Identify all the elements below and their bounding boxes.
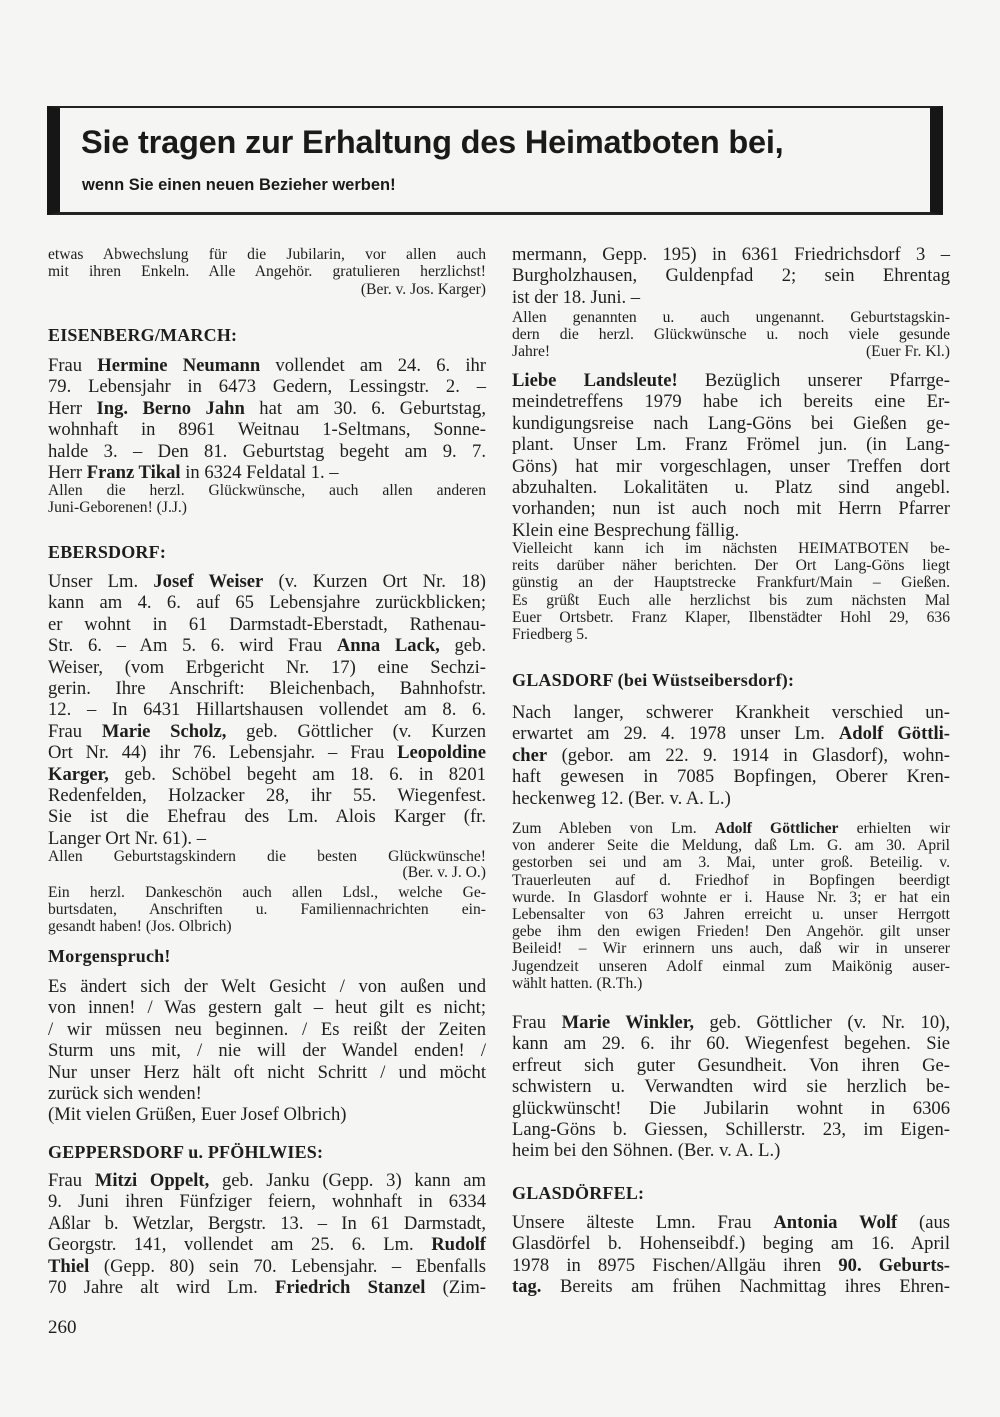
text-run: wählt hatten. (R.Th.) xyxy=(512,974,643,992)
text-line xyxy=(48,1040,486,1061)
text-run: Ein herzl. Dankeschön auch allen Ldsl., welche Ge- xyxy=(48,884,486,901)
text-line xyxy=(512,1098,950,1119)
text-run: Zum Ableben von Lm. xyxy=(512,820,715,837)
text-line xyxy=(512,498,950,519)
text-run: burtsdaten, Anschriften u. Familiennachrichten ein- xyxy=(48,901,486,919)
text-line xyxy=(512,1055,950,1076)
text-run: (Gepp. 80) sein 70. Lebensjahr. – Ebenfalls xyxy=(89,1255,486,1277)
text-line xyxy=(48,901,486,918)
bold-name: Adolf Göttli- xyxy=(838,723,950,745)
text-line xyxy=(48,785,486,806)
text-line xyxy=(512,906,950,923)
text-line xyxy=(512,788,950,809)
text-line xyxy=(48,721,486,742)
section-heading-ebersdorf: EBERSDORF: xyxy=(48,542,167,562)
bold-name: Friedrich Stanzel xyxy=(274,1276,426,1298)
text-line xyxy=(48,828,486,849)
text-line xyxy=(48,918,486,935)
text-run: er wohnt in 61 Darmstadt-Eberstadt, Rathenau- xyxy=(48,613,486,635)
text-line xyxy=(48,592,486,613)
text-run: abzuhalten. Lokalitäten u. Platz sind angebl. xyxy=(512,476,950,498)
text-line xyxy=(512,820,950,837)
text-line xyxy=(48,997,486,1018)
text-line xyxy=(512,557,950,574)
bold-name: Leopoldine xyxy=(397,742,486,764)
text-run: Juni-Geborenen! (J.J.) xyxy=(48,499,188,517)
text-run: Unser Lm. xyxy=(48,571,154,592)
text-run: günstig an der Hauptstrecke Frankfurt/Main – Gießen. xyxy=(512,574,950,592)
text-line xyxy=(48,482,486,499)
text-run: von anderer Seite die Meldung, daß Lm. G. am 30. April xyxy=(512,837,950,855)
bold-name: Mitzi Oppelt, xyxy=(94,1170,210,1191)
text-run: in 6324 Feldatal 1. – xyxy=(180,461,339,483)
text-run: (Ber. v. Jos. Karger) xyxy=(360,281,486,298)
text-run: erhielten wir xyxy=(838,820,950,837)
text-run: Aßlar b. Wetzlar, Bergstr. 13. – In 61 Darmstadt, xyxy=(48,1212,486,1234)
text-run: halde 3. – Den 81. Geburtstag begeht am 9. 7. xyxy=(48,440,486,462)
text-line xyxy=(512,1076,950,1097)
text-line xyxy=(512,837,950,854)
text-line xyxy=(512,391,950,412)
text-run: Bezüglich unserer Pfarrge- xyxy=(677,370,951,391)
bold-name: 90. Geburts- xyxy=(838,1254,950,1276)
bold-name: Ing. Berno Jahn xyxy=(96,397,245,419)
text-run: 9. Juni ihren Fünfziger feiern, wohnhaft in 6334 xyxy=(48,1191,486,1213)
text-run: 12. – In 6431 Hillartshausen vollendet am 8. 6. xyxy=(48,699,486,721)
text-line xyxy=(512,975,950,992)
section-heading-eisenberg: EISENBERG/MARCH: xyxy=(48,325,238,345)
text-line xyxy=(512,745,950,766)
text-line xyxy=(512,923,950,940)
text-line xyxy=(48,246,486,263)
text-line xyxy=(512,540,950,557)
text-line xyxy=(512,958,950,975)
text-run: Herr xyxy=(48,461,87,483)
bold-name: tag. xyxy=(512,1276,542,1298)
text-line xyxy=(512,854,950,871)
text-run: Ort Nr. 44) ihr 76. Lebensjahr. – Frau xyxy=(48,742,398,764)
text-run: wohnhaft in 8961 Weitnau 1-Seltmans, Sonne- xyxy=(48,419,486,441)
text-run: Bereits am frühen Nachmittag ihres Ehren- xyxy=(541,1276,950,1298)
text-line xyxy=(48,355,486,376)
text-run: (Zim- xyxy=(425,1276,486,1298)
text-line xyxy=(48,499,486,516)
text-line xyxy=(48,976,486,997)
text-line xyxy=(48,281,486,298)
text-run: Allen genannten u. auch ungenannt. Geburtstagskin- xyxy=(512,309,950,326)
text-run: Klein eine Besprechung fällig. xyxy=(512,519,740,541)
text-run: Frau xyxy=(48,1170,95,1191)
text-run: kann am 4. 6. auf 65 Lebensjahre zurückblicken; xyxy=(48,592,486,614)
text-line xyxy=(48,1062,486,1083)
text-run: vollendet am 24. 6. ihr xyxy=(260,355,486,376)
text-line xyxy=(48,657,486,678)
text-line xyxy=(512,1033,950,1054)
text-line xyxy=(48,419,486,440)
text-line xyxy=(48,848,486,865)
banner-subtitle: wenn Sie einen neuen Bezieher werben! xyxy=(82,176,396,194)
text-line xyxy=(512,1233,950,1254)
text-run: Frau xyxy=(512,1012,562,1033)
text-line xyxy=(512,1012,950,1033)
text-line xyxy=(48,764,486,785)
text-line xyxy=(48,1104,486,1125)
section-heading-glasdorf: GLASDORF (bei Wüstseibersdorf): xyxy=(512,670,795,690)
bold-name: Rudolf xyxy=(431,1234,486,1256)
text-run: Unsere älteste Lmn. Frau xyxy=(512,1212,774,1233)
bold-name: Franz Tikal xyxy=(86,461,181,483)
morgenspruch-poem xyxy=(48,976,486,1104)
text-run: dern die herzl. Glückwünsche u. noch viele gesunde xyxy=(512,326,950,344)
text-line xyxy=(512,872,950,889)
text-line xyxy=(48,376,486,397)
text-run: Es grüßt Euch alle herzlichst bis zum nächsten Mal xyxy=(512,591,950,609)
text-line xyxy=(512,434,950,455)
text-run: (gebor. am 22. 9. 1914 in Glasdorf), wohn- xyxy=(547,744,950,766)
text-line xyxy=(512,520,950,541)
text-run: gerin. Ihre Anschrift: Bleichenbach, Bahnhofstr. xyxy=(48,677,486,699)
text-run: Trauerleuten auf d. Friedhof in Bopfingen beerdigt xyxy=(512,871,950,889)
text-line xyxy=(512,287,950,308)
section-heading-morgenspruch: Morgenspruch! xyxy=(48,946,171,966)
geppersdorf-text xyxy=(48,1170,486,1298)
text-line xyxy=(512,723,950,744)
text-line xyxy=(48,263,486,280)
text-line xyxy=(48,1019,486,1040)
text-run: gebe ihm den ewigen Frieden! Den Angehör. gilt unser xyxy=(512,923,950,941)
text-run: gesandt haben! (Jos. Olbrich) xyxy=(48,918,232,936)
bold-name: Adolf Göttlicher xyxy=(714,820,839,837)
text-run: Vielleicht kann ich im nächsten HEIMATBOTEN be- xyxy=(512,540,950,557)
landsleute-letter xyxy=(512,370,950,541)
text-line xyxy=(512,1140,950,1161)
text-run: Frau xyxy=(48,355,98,376)
landsleute-note xyxy=(512,540,950,643)
text-run: (aus xyxy=(897,1212,950,1233)
text-run: kundigungsreise nach Lang-Göns bei Gießen ge- xyxy=(512,412,950,434)
geppersdorf-text-continued xyxy=(512,244,950,308)
text-line xyxy=(48,1256,486,1277)
bold-name: Liebe Landsleute! xyxy=(512,370,678,391)
text-run: reits darüber näher berichten. Der Ort Lang-Göns liegt xyxy=(512,557,950,575)
text-run: Str. 6. – Am 5. 6. wird Frau xyxy=(48,635,337,657)
text-run: / wir müssen neu beginnen. / Es reißt der Zeiten xyxy=(48,1018,486,1040)
text-line xyxy=(512,265,950,286)
text-run: kann am 29. 6. ihr 60. Wiegenfest begehen. Sie xyxy=(512,1033,950,1055)
text-run: Glasdörfel b. Hohenseibdf.) beging am 16. April xyxy=(512,1233,950,1255)
text-line xyxy=(512,1276,950,1297)
geppersdorf-credit: (Euer Fr. Kl.) xyxy=(865,343,950,360)
text-line xyxy=(512,1255,950,1276)
text-line xyxy=(48,635,486,656)
text-run: wurde. In Glasdorf wohnte er i. Hause Nr. 3; er hat ein xyxy=(512,888,950,906)
eisenberg-text xyxy=(48,355,486,483)
text-run: (v. Kurzen Ort Nr. 18) xyxy=(263,571,486,592)
text-run: meindetreffens 1979 habe ich bereits eine Er- xyxy=(512,391,950,413)
text-run: Burgholzhausen, Guldenpfad 2; sein Ehrentag xyxy=(512,265,950,287)
text-line xyxy=(512,940,950,957)
text-run: geb. xyxy=(439,635,486,657)
page-number: 260 xyxy=(48,1317,77,1338)
text-run: Sturm uns mit, / nie will der Wandel enden! / xyxy=(48,1040,486,1062)
text-run: 79. Lebensjahr in 6473 Gedern, Lessingstr. 2. – xyxy=(48,376,486,398)
ebersdorf-wishes xyxy=(48,848,486,865)
text-line xyxy=(48,441,486,462)
text-run: 70 Jahre alt wird Lm. xyxy=(48,1276,275,1298)
text-line xyxy=(512,456,950,477)
bold-name: Hermine Neumann xyxy=(97,355,261,376)
text-line xyxy=(512,766,950,787)
text-line xyxy=(48,571,486,592)
text-line xyxy=(48,398,486,419)
text-line xyxy=(48,1234,486,1255)
text-line xyxy=(48,884,486,901)
intro-text xyxy=(48,246,486,280)
text-run: Jahre! xyxy=(512,343,551,361)
text-run: zurück sich wenden! xyxy=(48,1082,202,1104)
text-line xyxy=(48,1083,486,1104)
text-run: Nur unser Herz hält oft nicht Schritt / und möcht xyxy=(48,1061,486,1083)
text-run: Lebensalter von 63 Jahren erreicht u. unser Herrgott xyxy=(512,905,950,923)
text-line xyxy=(512,889,950,906)
ebersdorf-credit xyxy=(48,864,486,881)
text-run: Frau xyxy=(48,720,102,742)
text-run: heim bei den Söhnen. (Ber. v. A. L.) xyxy=(512,1140,781,1162)
text-run: geb. Göttlicher (v. Nr. 10), xyxy=(694,1012,950,1033)
text-run: vorhanden; nun ist auch noch mit Herrn Pfarrer xyxy=(512,498,950,520)
text-run: Beileid! – Wir erinnern uns auch, daß wir in unserer xyxy=(512,940,950,958)
text-run: schwistern u. Verwandten wird sie herzlich be- xyxy=(512,1076,950,1098)
eisenberg-wishes xyxy=(48,482,486,516)
text-run: haft gewesen in 7085 Bopfingen, Oberer Kren- xyxy=(512,766,950,788)
text-run: (Mit vielen Grüßen, Euer Josef Olbrich) xyxy=(48,1104,347,1125)
text-line xyxy=(512,609,950,626)
text-run: plant. Unser Lm. Franz Frömel jun. (in Lang- xyxy=(512,434,950,456)
subscription-appeal-banner xyxy=(47,106,943,215)
text-run: etwas Abwechslung für die Jubilarin, vor allen auch xyxy=(48,246,486,263)
text-line xyxy=(48,742,486,763)
text-line xyxy=(512,1119,950,1140)
text-line xyxy=(512,626,950,643)
glasdoerfel-text xyxy=(512,1212,950,1298)
thanks-note xyxy=(48,884,486,936)
text-line xyxy=(48,806,486,827)
text-line xyxy=(512,592,950,609)
bold-name: Josef Weiser xyxy=(153,571,264,592)
bold-name: Anna Lack, xyxy=(336,635,440,657)
text-run: Friedberg 5. xyxy=(512,625,588,643)
text-run: heckenweg 12. (Ber. v. A. L.) xyxy=(512,787,731,809)
glasdorf-obituary xyxy=(512,702,950,809)
text-run: (Ber. v. J. O.) xyxy=(402,864,486,881)
winkler-birthday xyxy=(512,1012,950,1162)
text-run: von innen! / Was gestern galt – heut gilt es nicht; xyxy=(48,997,486,1019)
text-line xyxy=(512,244,950,265)
text-line xyxy=(512,1212,950,1233)
glasdorf-obituary-note xyxy=(512,820,950,992)
text-run: geb. Schöbel begeht am 18. 6. in 8201 xyxy=(108,763,486,785)
text-run: Euer Ortsbetr. Franz Klaper, Ilbenstädter Hohl 29, 636 xyxy=(512,608,950,626)
text-run: erfreut sich guter Gesundheit. Von ihren Ge- xyxy=(512,1054,950,1076)
text-run: ist der 18. Juni. – xyxy=(512,286,641,308)
text-line xyxy=(512,309,950,326)
text-run: Nach langer, schwerer Krankheit verschied un- xyxy=(512,702,950,723)
text-run: Lang-Göns b. Giessen, Schillerstr. 23, im Eigen- xyxy=(512,1118,950,1140)
text-run: gestorben sei und am 3. Mai, unter groß. Beteilig. v. xyxy=(512,854,950,872)
text-line xyxy=(48,1191,486,1212)
morgenspruch-signature xyxy=(48,1104,486,1125)
text-run: Redenfelden, Holzacker 28, ihr 55. Wiegenfest. xyxy=(48,784,486,806)
text-line xyxy=(48,678,486,699)
text-run: Allen Geburtstagskindern die besten Glückwünsche! xyxy=(48,848,486,865)
text-line xyxy=(48,462,486,483)
text-run: Georgstr. 141, vollendet am 25. 6. Lm. xyxy=(48,1234,432,1256)
bold-name: Marie Winkler, xyxy=(561,1012,694,1033)
text-run: Herr xyxy=(48,397,97,419)
section-heading-glasdoerfel: GLASDÖRFEL: xyxy=(512,1183,645,1203)
banner-title: Sie tragen zur Erhaltung des Heimatboten bei, xyxy=(81,124,784,160)
text-run: Jugendzeit unseren Adolf einmal zum Maikönig auser- xyxy=(512,957,950,975)
text-line xyxy=(512,370,950,391)
text-line xyxy=(48,864,486,881)
text-line xyxy=(512,413,950,434)
text-run: mit ihren Enkeln. Alle Angehör. gratulieren herzlichst! xyxy=(48,263,486,281)
text-run: Es ändert sich der Welt Gesicht / von außen und xyxy=(48,976,486,997)
text-run: 1978 in 8975 Fischen/Allgäu ihren xyxy=(512,1254,839,1276)
text-run: geb. Göttlicher (v. Kurzen xyxy=(226,720,486,742)
text-line xyxy=(48,1213,486,1234)
text-line xyxy=(48,1170,486,1191)
text-run: Langer Ort Nr. 61). – xyxy=(48,827,207,849)
text-run: Sie ist die Ehefrau des Lm. Alois Karger (fr. xyxy=(48,806,486,828)
bold-name: Thiel xyxy=(48,1255,90,1277)
text-line xyxy=(512,326,950,343)
section-heading-geppersdorf: GEPPERSDORF u. PFÖHLWIES: xyxy=(48,1142,324,1162)
text-run: Göns) hat mir vorgeschlagen, unser Treffen dort xyxy=(512,455,950,477)
text-line xyxy=(512,477,950,498)
bold-name: Karger, xyxy=(48,763,109,785)
bold-name: Antonia Wolf xyxy=(773,1212,898,1233)
text-run: Weiser, (vom Erbgericht Nr. 17) eine Sechzi- xyxy=(48,656,486,678)
text-run: mermann, Gepp. 195) in 6361 Friedrichsdorf 3 – xyxy=(512,244,950,265)
text-run: Allen die herzl. Glückwünsche, auch allen anderen xyxy=(48,482,486,499)
text-line xyxy=(48,614,486,635)
text-run: geb. Janku (Gepp. 3) kann am xyxy=(209,1170,486,1191)
text-line xyxy=(512,702,950,723)
ebersdorf-text xyxy=(48,571,486,849)
text-line xyxy=(512,574,950,591)
intro-credit xyxy=(48,281,486,298)
bold-name: cher xyxy=(512,744,548,766)
bold-name: Marie Scholz, xyxy=(101,720,227,742)
text-run: erwartet am 29. 4. 1978 unser Lm. xyxy=(512,723,839,745)
text-run: glückwünscht! Die Jubilarin wohnt in 6306 xyxy=(512,1097,950,1119)
text-line xyxy=(48,699,486,720)
text-line xyxy=(48,1277,486,1298)
text-run: hat am 30. 6. Geburtstag, xyxy=(244,397,486,419)
